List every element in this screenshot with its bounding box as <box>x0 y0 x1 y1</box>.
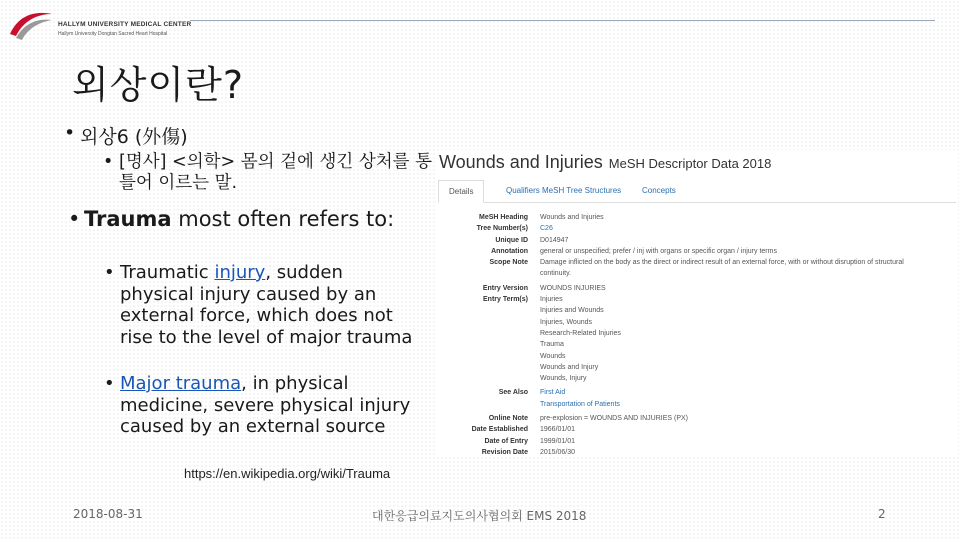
mesh-row <box>436 387 956 398</box>
mesh-row <box>436 399 956 410</box>
mesh-row <box>436 212 956 223</box>
bullet-dot: • <box>104 373 115 394</box>
mesh-row-value: 2015/06/30 <box>540 448 576 456</box>
mesh-row-label: See Also <box>498 389 528 397</box>
mesh-row <box>436 351 956 362</box>
tab-concepts[interactable]: Concepts <box>642 186 676 195</box>
mesh-row-link[interactable]: C26 <box>540 225 553 233</box>
mesh-row-value: 1999/01/01 <box>540 437 576 445</box>
logo-subtitle: Hallym University Dongtan Sacred Heart Hospital <box>58 31 168 37</box>
major-trauma-link[interactable]: Major trauma <box>120 373 242 394</box>
mesh-descriptor-panel <box>436 150 958 455</box>
mesh-row-link[interactable]: First Aid <box>540 389 566 397</box>
mesh-row <box>436 317 956 328</box>
bullet-definition <box>103 152 439 194</box>
logo-swoosh-icon <box>8 8 54 42</box>
mesh-row <box>436 223 956 234</box>
mesh-detail-rows <box>436 212 956 458</box>
bullet-dot: • <box>103 152 114 172</box>
footer-date: 2018-08-31 <box>73 507 143 521</box>
mesh-row-label: Online Note <box>488 415 528 423</box>
mesh-row <box>436 283 956 294</box>
mesh-row-label: Unique ID <box>495 236 528 244</box>
mesh-row <box>436 373 956 384</box>
mesh-tabs <box>438 180 956 203</box>
bullet-text: Traumatic <box>120 262 215 283</box>
page-number: 2 <box>878 507 886 521</box>
mesh-row-value: continuity. <box>540 270 571 278</box>
mesh-row-label: Entry Version <box>482 284 528 292</box>
footer-organization: 대한응급의료지도의사협의회 EMS 2018 <box>372 509 587 523</box>
tab-mesh-tree-structures[interactable]: MeSH Tree Structures <box>542 186 622 195</box>
mesh-row <box>436 235 956 246</box>
mesh-row-value: Injuries, Wounds <box>540 318 593 326</box>
mesh-row <box>436 413 956 424</box>
mesh-row-label: Entry Term(s) <box>483 296 528 304</box>
bullet-text: [명사] <의학> 몸의 겉에 생긴 상처를 통틀어 이르는 말. <box>119 152 433 193</box>
mesh-subtitle: MeSH Descriptor Data 2018 <box>608 156 772 171</box>
mesh-row-value: Injuries and Wounds <box>540 307 604 315</box>
source-url[interactable]: https://en.wikipedia.org/wiki/Trauma <box>184 466 391 481</box>
mesh-row-label: Tree Number(s) <box>476 225 528 233</box>
injury-link[interactable]: injury <box>214 262 266 283</box>
logo-name: HALLYM UNIVERSITY MEDICAL CENTER <box>58 21 192 28</box>
mesh-row-value: D014947 <box>540 236 569 244</box>
bullet-gaesang <box>64 122 188 149</box>
mesh-row-value: Wounds, Injury <box>540 375 587 383</box>
mesh-row-label: Scope Note <box>489 259 528 267</box>
mesh-row <box>436 424 956 435</box>
bullet-text: 외상6 (外傷) <box>80 126 188 148</box>
header-divider <box>190 20 935 21</box>
mesh-row-value: Research-Related Injuries <box>540 329 621 337</box>
mesh-row-value: Wounds <box>540 352 566 360</box>
mesh-row-value: 1966/01/01 <box>540 426 576 434</box>
mesh-row-value: Injuries <box>540 296 563 304</box>
mesh-title-row <box>439 152 771 173</box>
mesh-row-value: Wounds and Injuries <box>540 214 604 221</box>
mesh-row-value: Wounds and Injury <box>540 363 599 371</box>
bullet-major-trauma <box>104 373 420 438</box>
mesh-row <box>436 362 956 373</box>
tab-qualifiers[interactable]: Qualifiers <box>506 186 540 195</box>
mesh-row-value: Trauma <box>540 341 564 349</box>
mesh-row-label: Date Established <box>471 426 528 434</box>
bullet-dot: • <box>68 207 81 231</box>
mesh-row <box>436 268 956 279</box>
bullet-dot: • <box>64 122 76 144</box>
mesh-row-value: Damage inflicted on the body as the direct or indirect result of an external force, with or without disruption of structural <box>540 259 904 267</box>
tab-details[interactable]: Details <box>438 180 484 203</box>
bullet-bold-text: Trauma <box>84 207 172 231</box>
bullet-text: , in physical medicine, severe physical injury caused by an external source <box>120 373 411 437</box>
mesh-row <box>436 294 956 305</box>
mesh-row-label: MeSH Heading <box>478 214 528 221</box>
mesh-row-value: general or unspecified; prefer / inj with organs or specific organ / injury terms <box>540 247 777 255</box>
mesh-row <box>436 328 956 339</box>
mesh-row <box>436 246 956 257</box>
bullet-trauma <box>68 207 424 231</box>
hospital-logo <box>8 8 208 44</box>
mesh-row-label: Revision Date <box>481 448 528 456</box>
bullet-text: , sudden physical injury caused by an external force, which does not rise to the level of major trauma <box>120 262 413 348</box>
bullet-text: most often refers to: <box>171 207 395 231</box>
mesh-row-label: Annotation <box>491 247 528 255</box>
mesh-row <box>436 305 956 316</box>
bullet-traumatic-injury <box>104 262 420 348</box>
mesh-row-value: WOUNDS INJURIES <box>540 284 606 292</box>
mesh-row <box>436 339 956 350</box>
mesh-row-link[interactable]: Transportation of Patients <box>540 400 620 408</box>
mesh-row-label: Date of Entry <box>484 437 528 445</box>
mesh-title: Wounds and Injuries <box>439 152 603 172</box>
mesh-row-value: pre-explosion = WOUNDS AND INJURIES (PX) <box>540 415 689 423</box>
slide-title: 외상이란? <box>72 63 245 107</box>
mesh-row <box>436 447 956 458</box>
bullet-dot: • <box>104 262 115 283</box>
mesh-row <box>436 257 956 268</box>
mesh-row <box>436 436 956 447</box>
